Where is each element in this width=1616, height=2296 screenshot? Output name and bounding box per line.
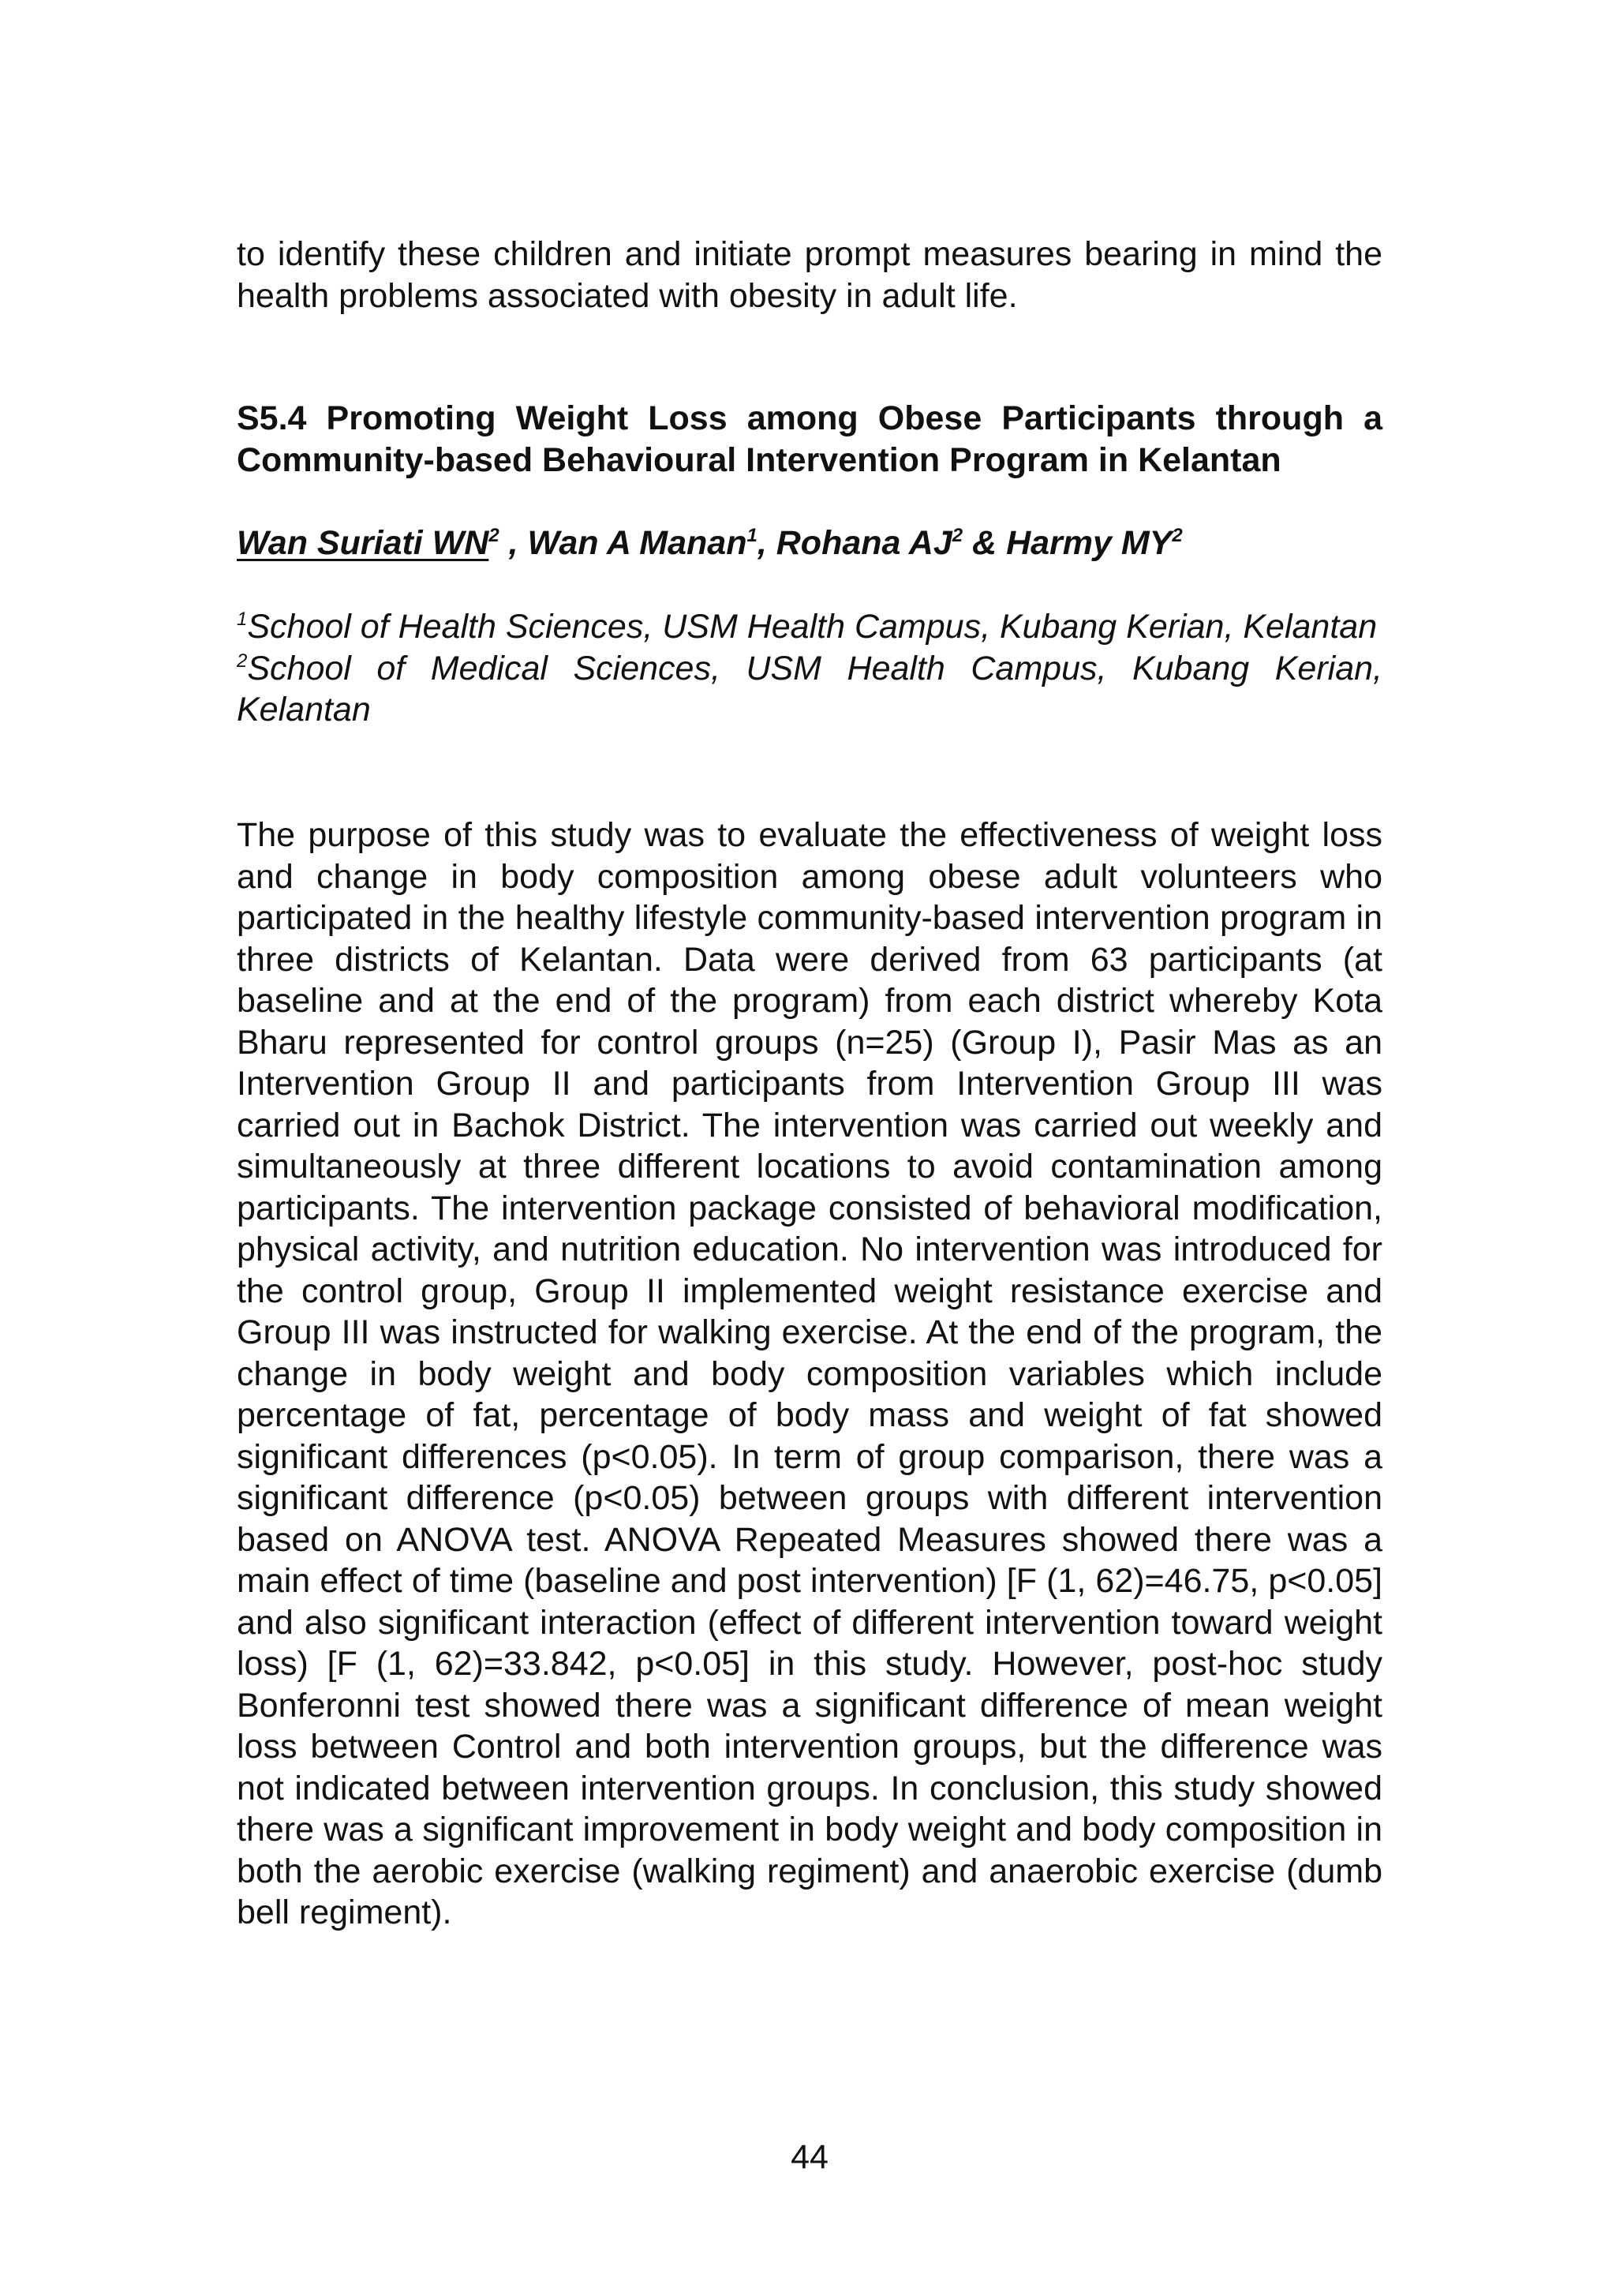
author-4: Harmy MY bbox=[1006, 524, 1173, 562]
author-separator: , bbox=[757, 524, 776, 562]
page-number: 44 bbox=[791, 2138, 829, 2176]
section-title bbox=[237, 398, 1382, 481]
intro-paragraph: to identify these children and initiate prompt measures bearing in mind the health problems associated with obesity in adult life. bbox=[237, 235, 1382, 315]
abstract-paragraph: The purpose of this study was to evaluate the effectiveness of weight loss and change in body composition among obese adult volunteers who participated in the healthy lifestyle community-based intervention program in three districts of Kelantan. Data were derived from 63 participants (at baseline and at the end of the program) from each district whereby Kota Bharu represented for control groups (n=25) (Group I), Pasir Mas as an Intervention Group II and participants from Intervention Group III was carried out in Bachok District. The intervention was carried out weekly and simultaneously at three different locations to avoid contamination among participants. The intervention package consisted of behavioral modification, physical activity, and nutrition education. No intervention was introduced for the control group, Group II implemented weight resistance exercise and Group III was instructed for walking exercise. At the end of the program, the change in body weight and body composition variables which include percentage of fat, percentage of body mass and weight of fat showed significant differences (p<0.05). In term of group comparison, there was a significant difference (p<0.05) between groups with different intervention based on ANOVA test. ANOVA Repeated Measures showed there was a main effect of time (baseline and post intervention) [F (1, 62)=46.75, p<0.05] and also significant interaction (effect of different intervention toward weight loss) [F (1, 62)=33.842, p<0.05] in this study. However, post-hoc study Bonferonni test showed there was a significant difference of mean weight loss between Control and both intervention groups, but the difference was not indicated between intervention groups. In conclusion, this study showed there was a significant improvement in body weight and body composition in both the aerobic exercise (walking regiment) and anaerobic exercise (dumb bell regiment). bbox=[237, 816, 1382, 1931]
author-3: Rohana AJ bbox=[776, 524, 952, 562]
author-separator: , bbox=[499, 524, 528, 562]
author-4-affiliation-mark: 2 bbox=[1172, 525, 1183, 546]
author-list bbox=[237, 521, 1382, 565]
author-2: Wan A Manan bbox=[527, 524, 747, 562]
presenting-author-affiliation-mark: 2 bbox=[488, 525, 499, 546]
author-3-affiliation-mark: 2 bbox=[952, 525, 963, 546]
section-title-line-2: Community-based Behavioural Intervention Program in Kelantan bbox=[237, 440, 1281, 479]
affiliation-2-mark: 2 bbox=[237, 650, 248, 672]
author-separator: & bbox=[963, 524, 1007, 562]
affiliation-1-mark: 1 bbox=[237, 609, 248, 630]
document-page bbox=[237, 0, 1382, 2296]
author-2-affiliation-mark: 1 bbox=[746, 525, 758, 546]
affiliations bbox=[237, 606, 1382, 731]
affiliation-2-text: School of Medical Sciences, USM Health Campus, Kubang Kerian, Kelantan bbox=[237, 649, 1382, 729]
affiliation-1-text: School of Health Sciences, USM Health Campus, Kubang Kerian, Kelantan bbox=[247, 608, 1378, 646]
affiliation-2 bbox=[237, 648, 1382, 731]
section-title-line-1: S5.4 Promoting Weight Loss among Obese Participants through a bbox=[237, 399, 1382, 437]
presenting-author: Wan Suriati WN bbox=[237, 524, 489, 562]
affiliation-1 bbox=[237, 606, 1382, 648]
